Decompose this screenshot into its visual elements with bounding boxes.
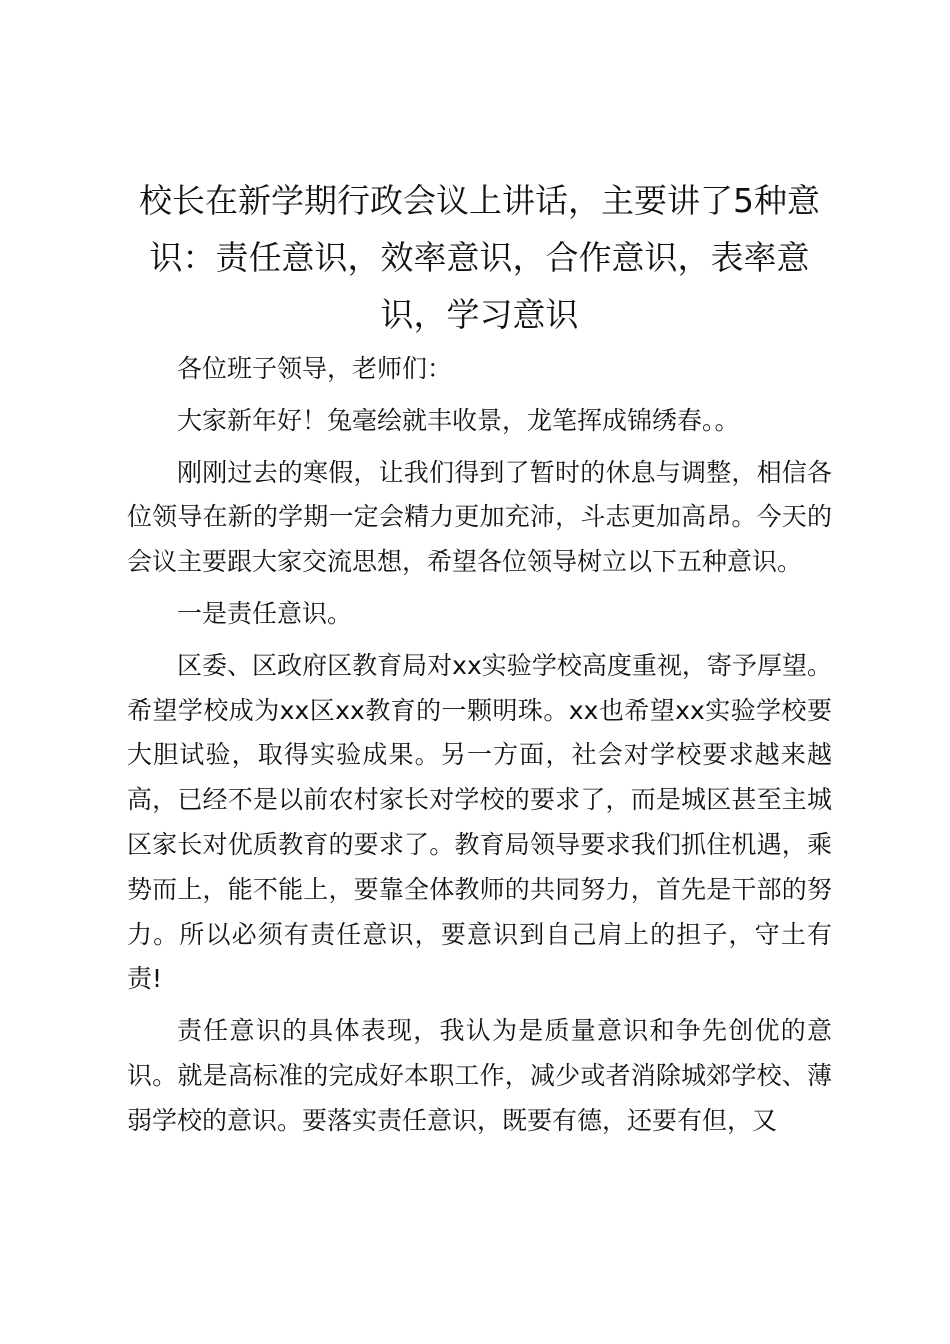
greeting-paragraph: 大家新年好！兔毫绘就丰收景，龙笔挥成锦绣春。。: [177, 405, 740, 435]
body-paragraph: 区委、区政府区教育局对xx实验学校高度重视，寄予厚望。希望学校成为xx区xx教育的一颗明珠。xx也希望xx实验学校要大胆试验，取得实验成果。另一方面，社会对学校要求越来越高，已经不是以前农村家长对学校的要求了，而是城区甚至主城区家长对优质教育的要求了。教育局领导要求我们抓住机遇，乘势而上，能不能上，要靠全体教师的共同努力，首先是干部的努力。所以必须有责任意识，要意识到自己肩上的担子，守土有责!: [127, 650, 832, 994]
section-heading-responsibility: 一是责任意识。: [177, 598, 353, 628]
document-title: 校长在新学期行政会议上讲话，主要讲了5种意识：责任意识，效率意识，合作意识，表率意识，学习意识: [139, 181, 820, 334]
intro-paragraph: 刚刚过去的寒假，让我们得到了暂时的休息与调整，相信各位领导在新的学期一定会精力更加充沛，斗志更加高昂。今天的会议主要跟大家交流思想，希望各位领导树立以下五种意识。: [127, 457, 832, 577]
document-body: [127, 347, 832, 1144]
body-paragraph: 责任意识的具体表现，我认为是质量意识和争先创优的意识。就是高标准的完成好本职工作，减少或者消除城郊学校、薄弱学校的意识。要落实责任意识，既要有德，还要有但，又: [127, 1016, 832, 1135]
salutation-paragraph: 各位班子领导，老师们：: [177, 354, 453, 383]
